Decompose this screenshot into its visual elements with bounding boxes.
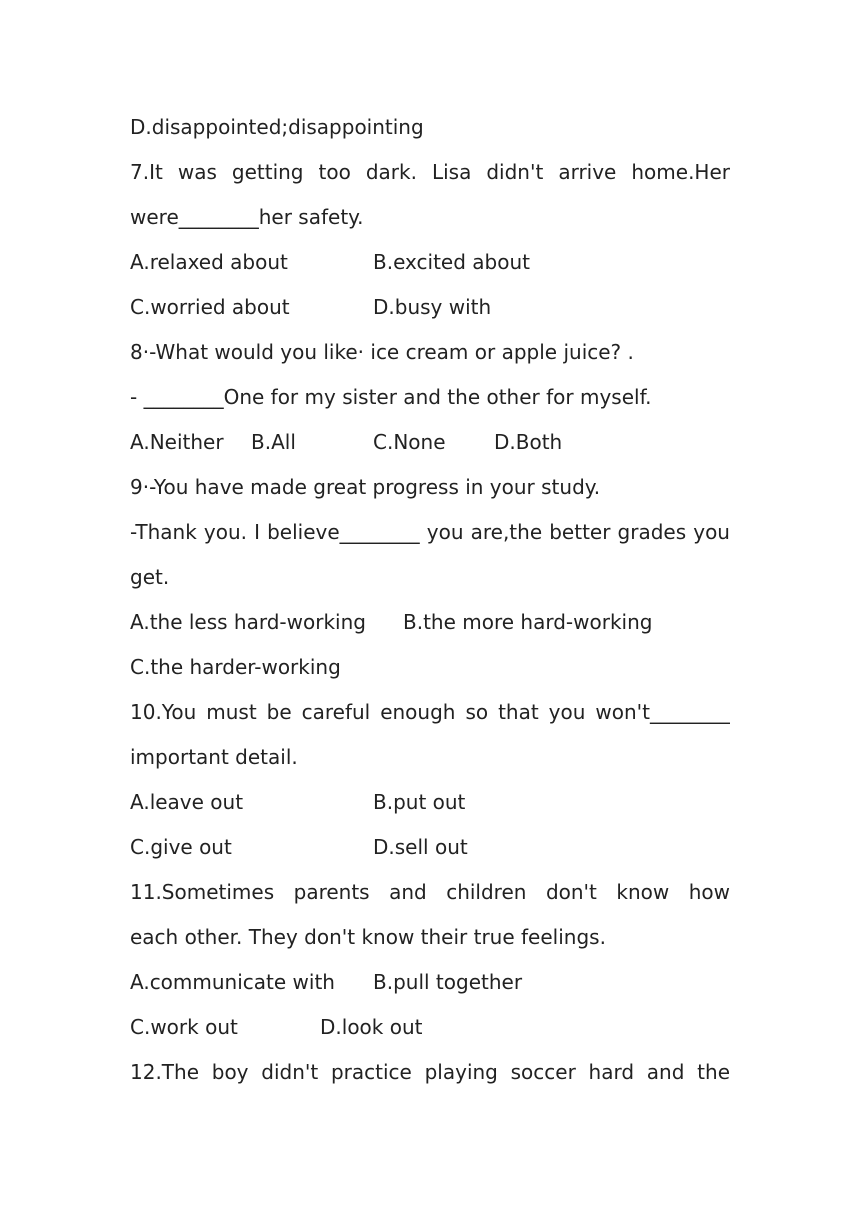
question-11-options-row1	[130, 960, 730, 1005]
option-d: D.disappointed;disappointing	[130, 115, 424, 139]
question-7-options-row1	[130, 240, 730, 285]
question-10-text-cont: important detail.	[130, 745, 298, 769]
question-9-options-row1	[130, 600, 730, 645]
question-9-text: 9·-You have made great progress in your study.	[130, 475, 601, 499]
option-line	[130, 105, 730, 150]
question-10-options-row2	[130, 825, 730, 870]
question-7-text-cont: were________her safety.	[130, 205, 364, 229]
option-b: B.All	[251, 430, 296, 454]
question-7-options-row2	[130, 285, 730, 330]
question-7-text: 7.It was getting too dark. Lisa didn't arrive home.Her	[130, 160, 730, 184]
option-a: A.leave out	[130, 790, 244, 814]
option-d: D.look out	[320, 1015, 423, 1039]
question-8-text-cont: - ________One for my sister and the other for myself.	[130, 385, 652, 409]
question-10-options-row1	[130, 780, 730, 825]
option-c: C.give out	[130, 835, 232, 859]
option-c: C.work out	[130, 1015, 238, 1039]
question-9-text-end: get.	[130, 565, 170, 589]
option-a: A.communicate with	[130, 970, 335, 994]
option-c: C.None	[373, 430, 446, 454]
option-c: C.the harder-working	[130, 655, 341, 679]
question-9-text-cont: -Thank you. I believe________ you are,the better grades you	[130, 520, 730, 544]
option-b: B.pull together	[373, 970, 523, 994]
question-11-text-cont: each other. They don't know their true feelings.	[130, 925, 606, 949]
question-11-text: 11.Sometimes parents and children don't know how	[130, 880, 730, 904]
option-d: D.Both	[494, 430, 563, 454]
option-b: B.put out	[373, 790, 466, 814]
option-c: C.worried about	[130, 295, 290, 319]
option-d: D.busy with	[373, 295, 492, 319]
option-a: A.Neither	[130, 430, 224, 454]
question-10-text: 10.You must be careful enough so that you won't________	[130, 700, 730, 724]
question-12-text: 12.The boy didn't practice playing soccer hard and the	[130, 1060, 730, 1084]
question-11-options-row2	[130, 1005, 730, 1050]
question-8-options	[130, 420, 730, 465]
option-a: A.the less hard-working	[130, 610, 366, 634]
option-a: A.relaxed about	[130, 250, 288, 274]
option-d: D.sell out	[373, 835, 468, 859]
question-8-text: 8·-What would you like· ice cream or apple juice? .	[130, 340, 634, 364]
option-b: B.excited about	[373, 250, 530, 274]
document-page	[130, 105, 730, 1095]
option-b: B.the more hard-working	[403, 610, 653, 634]
question-9-options-row2	[130, 645, 730, 690]
